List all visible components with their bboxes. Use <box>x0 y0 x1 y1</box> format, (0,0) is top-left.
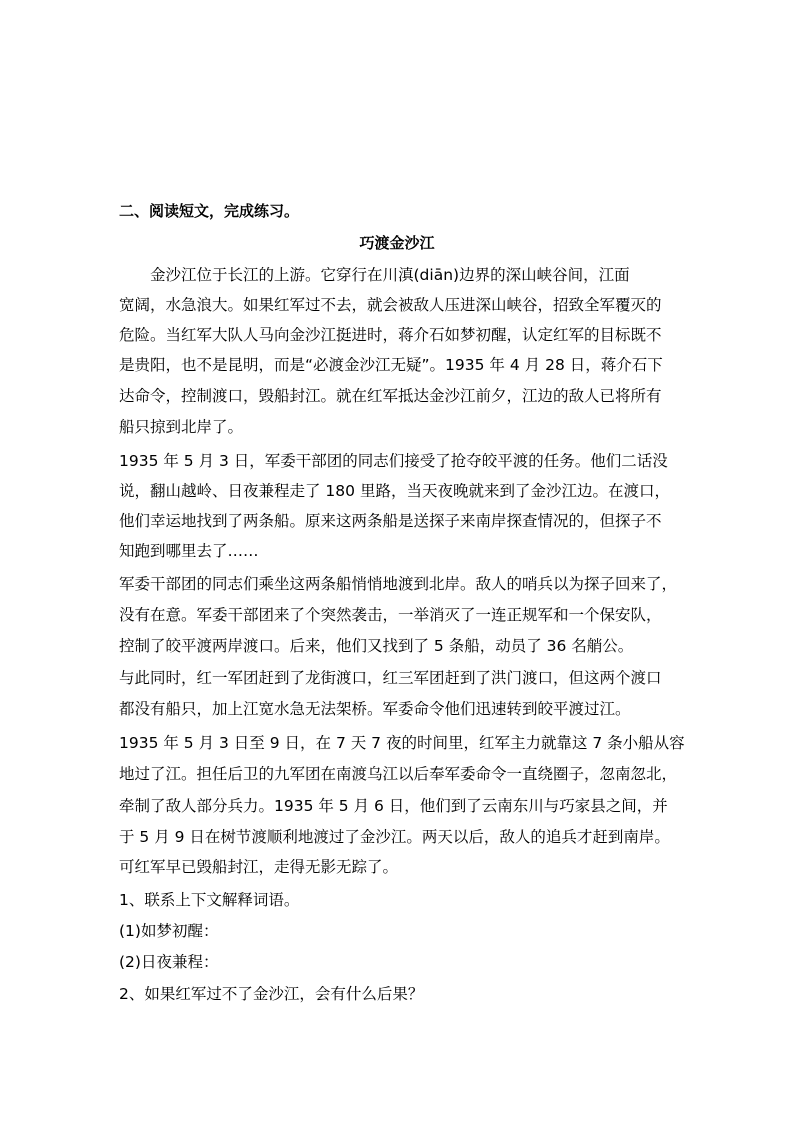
article-title: 巧渡金沙江 <box>359 234 435 252</box>
paragraph-line: 可红军早已毁船封江，走得无影无踪了。 <box>119 858 399 876</box>
question-1-item-2: (2)日夜兼程： <box>119 953 219 971</box>
paragraph-line: 宽阔，水急浪大。如果红军过不去，就会被敌人压进深山峡谷，招致全军覆灭的 <box>119 296 662 314</box>
paragraph-line: 牵制了敌人部分兵力。1935 年 5 月 6 日，他们到了云南东川与巧家县之间，并 <box>119 797 668 815</box>
question-2: 2、如果红军过不了金沙江，会有什么后果？ <box>119 985 424 1003</box>
paragraph-line: 都没有船只，加上江宽水急无法架桥。军委命令他们迅速转到皎平渡过江。 <box>119 700 631 718</box>
paragraph-line: 控制了皎平渡两岸渡口。后来，他们又找到了 5 条船，动员了 36 名艄公。 <box>119 637 634 655</box>
paragraph-line: 军委干部团的同志们乘坐这两条船悄悄地渡到北岸。敌人的哨兵以为探子回来了， <box>119 575 678 593</box>
question-1-item-1: (1)如梦初醒： <box>119 922 219 940</box>
paragraph-line: 达命令，控制渡口，毁船封江。就在红军抵达金沙江前夕，江边的敌人已将所有 <box>119 387 662 405</box>
paragraph-line: 1935 年 5 月 3 日，军委干部团的同志们接受了抢夺皎平渡的任务。他们二话没 <box>119 452 668 470</box>
paragraph-line: 知跑到哪里去了…… <box>119 542 259 560</box>
paragraph-line: 危险。当红军大队人马向金沙江挺进时，蒋介石如梦初醒，认定红军的目标既不 <box>119 326 662 344</box>
question-1: 1、联系上下文解释词语。 <box>119 891 300 909</box>
paragraph-line: 1935 年 5 月 3 日至 9 日，在 7 天 7 夜的时间里，红军主力就靠这 7 条小船从容 <box>119 734 685 752</box>
paragraph-line: 与此同时，红一军团赶到了龙街渡口，红三军团赶到了洪门渡口，但这两个渡口 <box>119 669 662 687</box>
paragraph-line: 说，翻山越岭、日夜兼程走了 180 里路，当天夜晚就来到了金沙江边。在渡口， <box>119 482 670 500</box>
paragraph-line: 是贵阳，也不是昆明，而是“必渡金沙江无疑”。1935 年 4 月 28 日，蒋介石下 <box>119 356 663 374</box>
paragraph-line: 地过了江。担任后卫的九军团在南渡乌江以后奉军委命令一直绕圈子，忽南忽北， <box>119 765 678 783</box>
section-heading: 二、阅读短文，完成练习。 <box>119 202 300 220</box>
paragraph-line: 金沙江位于长江的上游。它穿行在川滇(diān)边界的深山峡谷间，江面 <box>150 266 630 284</box>
paragraph-line: 他们幸运地找到了两条船。原来这两条船是送探子来南岸探查情况的，但探子不 <box>119 512 662 530</box>
paragraph-line: 船只掠到北岸了。 <box>119 418 244 436</box>
paragraph-line: 于 5 月 9 日在树节渡顺利地渡过了金沙江。两天以后，敌人的追兵才赶到南岸。 <box>119 828 670 846</box>
paragraph-line: 没有在意。军委干部团来了个突然袭击，一举消灭了一连正规军和一个保安队， <box>119 606 662 624</box>
